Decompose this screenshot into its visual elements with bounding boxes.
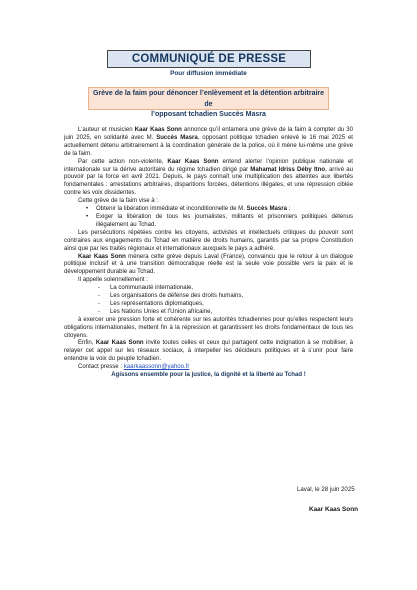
signature: Kaar Kaas Sonn	[309, 506, 359, 513]
author-name: Kaar Kaas Sonn	[167, 158, 219, 165]
paragraph-laval	[64, 254, 353, 278]
opponent-name: Succès Masra	[246, 206, 287, 213]
contact-line	[64, 364, 353, 372]
place-date: Laval, le 28 juin 2025	[297, 486, 355, 493]
author-name: Kaar Kaas Sonn	[134, 127, 182, 133]
paragraph-action	[64, 159, 353, 199]
page-title	[107, 50, 311, 68]
list-item: - Les Nations Unies et l’Union africaine,	[98, 309, 353, 317]
president-name: Mahamat Idriss Déby Itno	[250, 166, 326, 173]
paragraph-persecutions: Les persécutions répétées contre les citoyens, activistes et intellectuels critiques du pouvoir sont contraires aux engagements du Tchad en matière de droits humains, garantis par sa propre Constitution ainsi que par les traités régionaux et internationaux auxquels le pays a adhéré.	[64, 229, 353, 252]
paragraph-mobilise	[64, 340, 353, 364]
contact-label: Contact presse :	[78, 364, 124, 371]
text: Obtenir la libération immédiate et inconditionnelle de M.	[96, 206, 247, 213]
paragraph-pressure: à exercer une pression forte et cohérente sur les autorités tchadiennes pour qu’elles respectent leurs obligations internationales, mettent fin à la répression et garantissent les droits fondamentaux de tous les citoyens.	[64, 316, 353, 339]
contact-email-link[interactable]: kaarkaassonn@yahoo.fr	[123, 364, 190, 371]
body-text	[64, 127, 353, 380]
appeal-list	[64, 285, 353, 317]
text: ;	[286, 206, 291, 213]
text: entend alerter l’opinion publique nationale et internationale sur la dérive autoritaire du régime tchadien dirigé par	[64, 158, 353, 173]
headline-line-2: l’opposant tchadien Succès Masra	[151, 111, 266, 118]
text: , opposant politique tchadien enlevé le 16 mai 2025 et actuellement détenu arbitrairement à la coordination générale de la police, où il mène lui-même une grève de la faim.	[64, 134, 353, 157]
goals-list	[64, 206, 353, 230]
list-item	[86, 206, 353, 214]
list-item: - Les organisations de défense des droits humains,	[98, 293, 353, 301]
headline-box	[88, 87, 329, 118]
text: L’auteur et musicien	[78, 127, 135, 133]
title-text: COMMUNIQUÉ DE PRESSE	[131, 53, 287, 65]
closing-line: Agissons ensemble pour la justice, la dignité et la liberté au Tchad !	[111, 372, 306, 379]
text: annonce qu’il entamera une grève de la faim à compter du 30 juin 2025, en solidarité avec M.	[64, 127, 353, 141]
opponent-name: Succès Masra	[156, 134, 198, 141]
text: Enfin,	[78, 340, 96, 347]
author-name: Kaar Kaas Sonn	[95, 340, 144, 347]
list-item: - La communauté internationale,	[98, 285, 353, 293]
text: invite toutes celles et ceux qui partagent cette indignation à se mobiliser, à relayer cet appel sur les réseaux sociaux, à interpeller les décideurs politiques et à s’unir pour faire entendre la voix du peuple tchadien.	[64, 340, 353, 363]
subtitle: Pour diffusion immédiate	[170, 70, 247, 77]
author-name: Kaar Kaas Sonn	[78, 253, 126, 260]
text: Par cette action non-violente,	[78, 158, 168, 165]
text: , arrivé au pouvoir par la force en avril 2021. Depuis, le pays connaît une multiplication des atteintes aux libertés fondamentales : arrestations arbitraires, disparitions forcées, détentions illégales, et une répression ciblée contre les voix dissidentes.	[64, 166, 353, 197]
headline-line-1: Grève de la faim pour dénoncer l’enlèvement et la détention arbitraire de	[92, 90, 325, 108]
paragraph-goals-intro: Cette grève de la faim vise à :	[78, 198, 158, 205]
paragraph-intro	[64, 127, 353, 159]
list-item: - Les représentations diplomatiques,	[98, 301, 353, 309]
paragraph-appeal-intro: Il appelle solennellement :	[78, 277, 148, 284]
list-item: • Exiger la libération de tous les journalistes, militants et prisonniers politiques détenus illégalement au Tchad.	[86, 214, 353, 230]
text: mènera cette grève depuis Laval (France), convaincu que le retour à un dialogue politique inclusif et à une transition démocratique réelle est la seule voie possible vers la paix et le développement durable au Tchad.	[64, 253, 353, 276]
